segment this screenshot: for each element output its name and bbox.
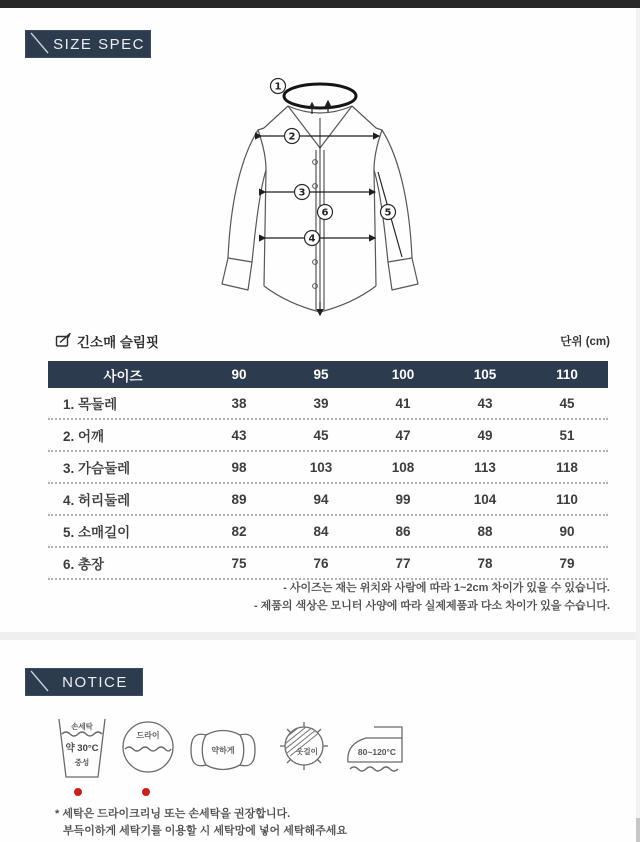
size-table bbox=[48, 361, 608, 580]
header-95: 95 bbox=[313, 367, 329, 382]
cell: 104 bbox=[473, 491, 497, 507]
notice-header-badge bbox=[25, 668, 143, 696]
size-table-header bbox=[48, 361, 608, 388]
cell: 39 bbox=[313, 395, 329, 411]
size-spec-title: SIZE SPEC bbox=[53, 35, 145, 53]
header-110: 110 bbox=[556, 367, 578, 382]
table-row-neck bbox=[48, 388, 608, 420]
cell: 43 bbox=[231, 427, 247, 443]
wring-weak-label: 약하게 bbox=[211, 746, 235, 755]
dry-clean-dot bbox=[142, 788, 150, 796]
row-label: 2. 어깨 bbox=[63, 429, 105, 444]
marker-5-sleeve: 5 bbox=[384, 207, 392, 219]
header-100: 100 bbox=[391, 367, 415, 382]
marker-2-shoulder: 2 bbox=[288, 131, 296, 143]
top-dark-bar bbox=[0, 0, 640, 8]
section-divider bbox=[0, 632, 640, 640]
cell: 90 bbox=[559, 523, 575, 539]
cell: 94 bbox=[313, 491, 329, 507]
wring-weak-icon bbox=[189, 728, 257, 777]
cell: 103 bbox=[309, 459, 333, 475]
row-label: 3. 가슴둘레 bbox=[63, 461, 131, 476]
cell: 110 bbox=[556, 491, 578, 507]
cell: 108 bbox=[391, 459, 415, 475]
diagonal-slash-icon bbox=[30, 32, 52, 56]
size-spec-header-badge bbox=[25, 30, 151, 58]
row-label: 1. 목둘레 bbox=[63, 397, 118, 412]
row-label: 4. 허리둘레 bbox=[63, 493, 131, 508]
care-note-1: * 세탁은 드라이크리닝 또는 손세탁을 권장합니다. bbox=[55, 808, 291, 820]
header-90: 90 bbox=[231, 367, 247, 382]
iron-temp-label: 80~120°C bbox=[357, 747, 397, 757]
care-note-2: 부득이하게 세탁기를 이용할 시 세탁망에 넣어 세탁해주세요 bbox=[63, 825, 347, 837]
cell: 49 bbox=[477, 427, 493, 443]
cell: 89 bbox=[231, 491, 247, 507]
cell: 79 bbox=[559, 555, 575, 571]
memo-check-icon bbox=[55, 332, 72, 348]
cell: 75 bbox=[231, 555, 247, 571]
hand-wash-neutral: 중성 bbox=[74, 758, 90, 767]
table-row-shoulder bbox=[48, 420, 608, 452]
hand-wash-dot bbox=[74, 788, 82, 796]
cell: 86 bbox=[395, 523, 411, 539]
fit-label-row bbox=[0, 330, 640, 350]
hand-wash-temp: 약 30°C bbox=[65, 743, 99, 754]
cell: 45 bbox=[559, 395, 575, 411]
cell: 43 bbox=[477, 395, 493, 411]
cell: 118 bbox=[556, 459, 578, 475]
hang-dry-label: 옷걸이 bbox=[296, 747, 318, 756]
diagonal-slash-icon bbox=[30, 670, 52, 694]
size-note-2: - 제품의 색상은 모니터 사양에 따라 실제제품과 다소 차이가 있을 수습니다. bbox=[253, 600, 610, 612]
shirt-measurement-diagram bbox=[218, 72, 422, 324]
cell: 77 bbox=[395, 555, 411, 571]
header-size: 사이즈 bbox=[103, 368, 143, 384]
unit-label: 단위 (cm) bbox=[560, 336, 610, 348]
cell: 45 bbox=[313, 427, 329, 443]
care-instructions bbox=[55, 806, 347, 840]
marker-1-neck: 1 bbox=[274, 81, 282, 93]
cell: 84 bbox=[313, 523, 329, 539]
table-row-length bbox=[48, 548, 608, 580]
fit-type-label: 긴소매 슬림핏 bbox=[77, 335, 159, 350]
table-row-chest bbox=[48, 452, 608, 484]
marker-6-length: 6 bbox=[321, 207, 329, 219]
row-label: 5. 소매길이 bbox=[63, 525, 131, 540]
header-105: 105 bbox=[473, 367, 497, 382]
table-row-sleeve bbox=[48, 516, 608, 548]
row-label: 6. 총장 bbox=[63, 557, 105, 572]
cell: 41 bbox=[395, 395, 411, 411]
cell: 51 bbox=[559, 427, 575, 443]
notice-title: NOTICE bbox=[62, 673, 128, 691]
hand-wash-label: 손세탁 bbox=[71, 722, 93, 731]
cell: 98 bbox=[231, 459, 247, 475]
hand-wash-icon bbox=[56, 716, 108, 785]
marker-3-chest: 3 bbox=[298, 187, 306, 199]
cell: 82 bbox=[231, 523, 247, 539]
hang-dry-icon bbox=[274, 714, 334, 783]
cell: 78 bbox=[477, 555, 493, 571]
cell: 47 bbox=[395, 427, 411, 443]
dry-clean-icon bbox=[121, 720, 175, 781]
table-row-waist bbox=[48, 484, 608, 516]
cell: 76 bbox=[313, 555, 329, 571]
dry-clean-label: 드라이 bbox=[136, 731, 160, 740]
cell: 88 bbox=[477, 523, 493, 539]
iron-icon bbox=[342, 722, 408, 781]
cell: 113 bbox=[474, 459, 496, 475]
scrollbar-thumb[interactable] bbox=[636, 818, 640, 842]
cell: 38 bbox=[231, 395, 247, 411]
size-disclaimer bbox=[254, 579, 610, 615]
size-note-1: - 사이즈는 재는 위치와 사람에 따라 1~2cm 차이가 있을 수 있습니다. bbox=[283, 582, 610, 594]
scrollbar-track[interactable] bbox=[636, 8, 640, 842]
marker-4-waist: 4 bbox=[308, 233, 316, 245]
cell: 99 bbox=[395, 491, 411, 507]
